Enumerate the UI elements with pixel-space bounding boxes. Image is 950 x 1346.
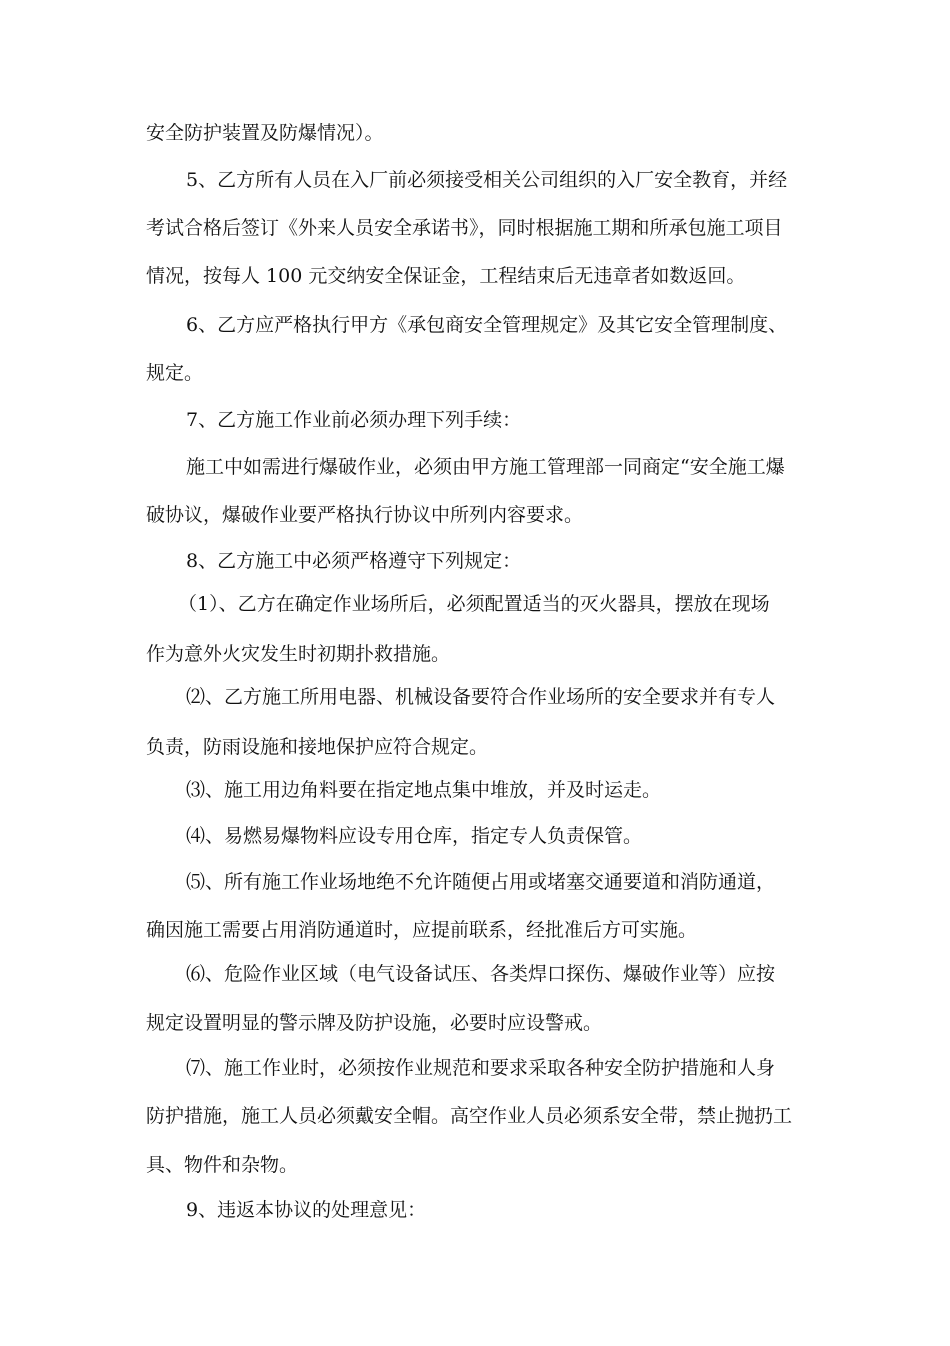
text-line: 确因施工需要占用消防通道时，应提前联系，经批准后方可实施。 [146, 919, 698, 941]
text-line: 情况，按每人 100 元交纳安全保证金，工程结束后无违章者如数返回。 [146, 265, 746, 287]
text-line: 负责，防雨设施和接地保护应符合规定。 [146, 736, 489, 758]
text-line: ⑸、所有施工作业场地绝不允许随便占用或堵塞交通要道和消防通道， [186, 871, 776, 893]
text-line: 6、乙方应严格执行甲方《承包商安全管理规定》及其它安全管理制度、 [186, 314, 788, 336]
text-line: （1）、乙方在确定作业场所后，必须配置适当的灭火器具，摆放在现场 [178, 593, 770, 615]
text-line: 5、乙方所有人员在入厂前必须接受相关公司组织的入厂安全教育，并经 [186, 169, 788, 191]
text-line: 安全防护装置及防爆情况）。 [146, 122, 384, 144]
text-line: ⑷、易燃易爆物料应设专用仓库，指定专人负责保管。 [186, 825, 643, 847]
text-line: 9、违返本协议的处理意见： [186, 1199, 427, 1221]
text-line: ⑵、乙方施工所用电器、机械设备要符合作业场所的安全要求并有专人 [186, 686, 776, 708]
text-line: 规定设置明显的警示牌及防护设施，必要时应设警戒。 [146, 1012, 603, 1034]
text-line: 考试合格后签订《外来人员安全承诺书》，同时根据施工期和所承包施工项目 [146, 217, 783, 239]
text-line: 具、物件和杂物。 [146, 1154, 299, 1176]
text-line: 施工中如需进行爆破作业，必须由甲方施工管理部一同商定“安全施工爆 [186, 456, 785, 478]
text-line: 作为意外火灾发生时初期扑救措施。 [146, 643, 451, 665]
text-line: ⑶、施工用边角料要在指定地点集中堆放，并及时运走。 [186, 779, 662, 801]
text-line: 防护措施，施工人员必须戴安全帽。高空作业人员必须系安全带，禁止抛扔工 [146, 1105, 793, 1127]
text-line: 8、乙方施工中必须严格遵守下列规定： [186, 550, 522, 572]
text-line: 7、乙方施工作业前必须办理下列手续： [186, 409, 522, 431]
text-line: ⑺、施工作业时，必须按作业规范和要求采取各种安全防护措施和人身 [186, 1057, 776, 1079]
text-line: 规定。 [146, 362, 204, 384]
text-line: 破协议，爆破作业要严格执行协议中所列内容要求。 [146, 504, 584, 526]
text-line: ⑹、危险作业区域（电气设备试压、各类焊口探伤、爆破作业等）应按 [186, 963, 776, 985]
